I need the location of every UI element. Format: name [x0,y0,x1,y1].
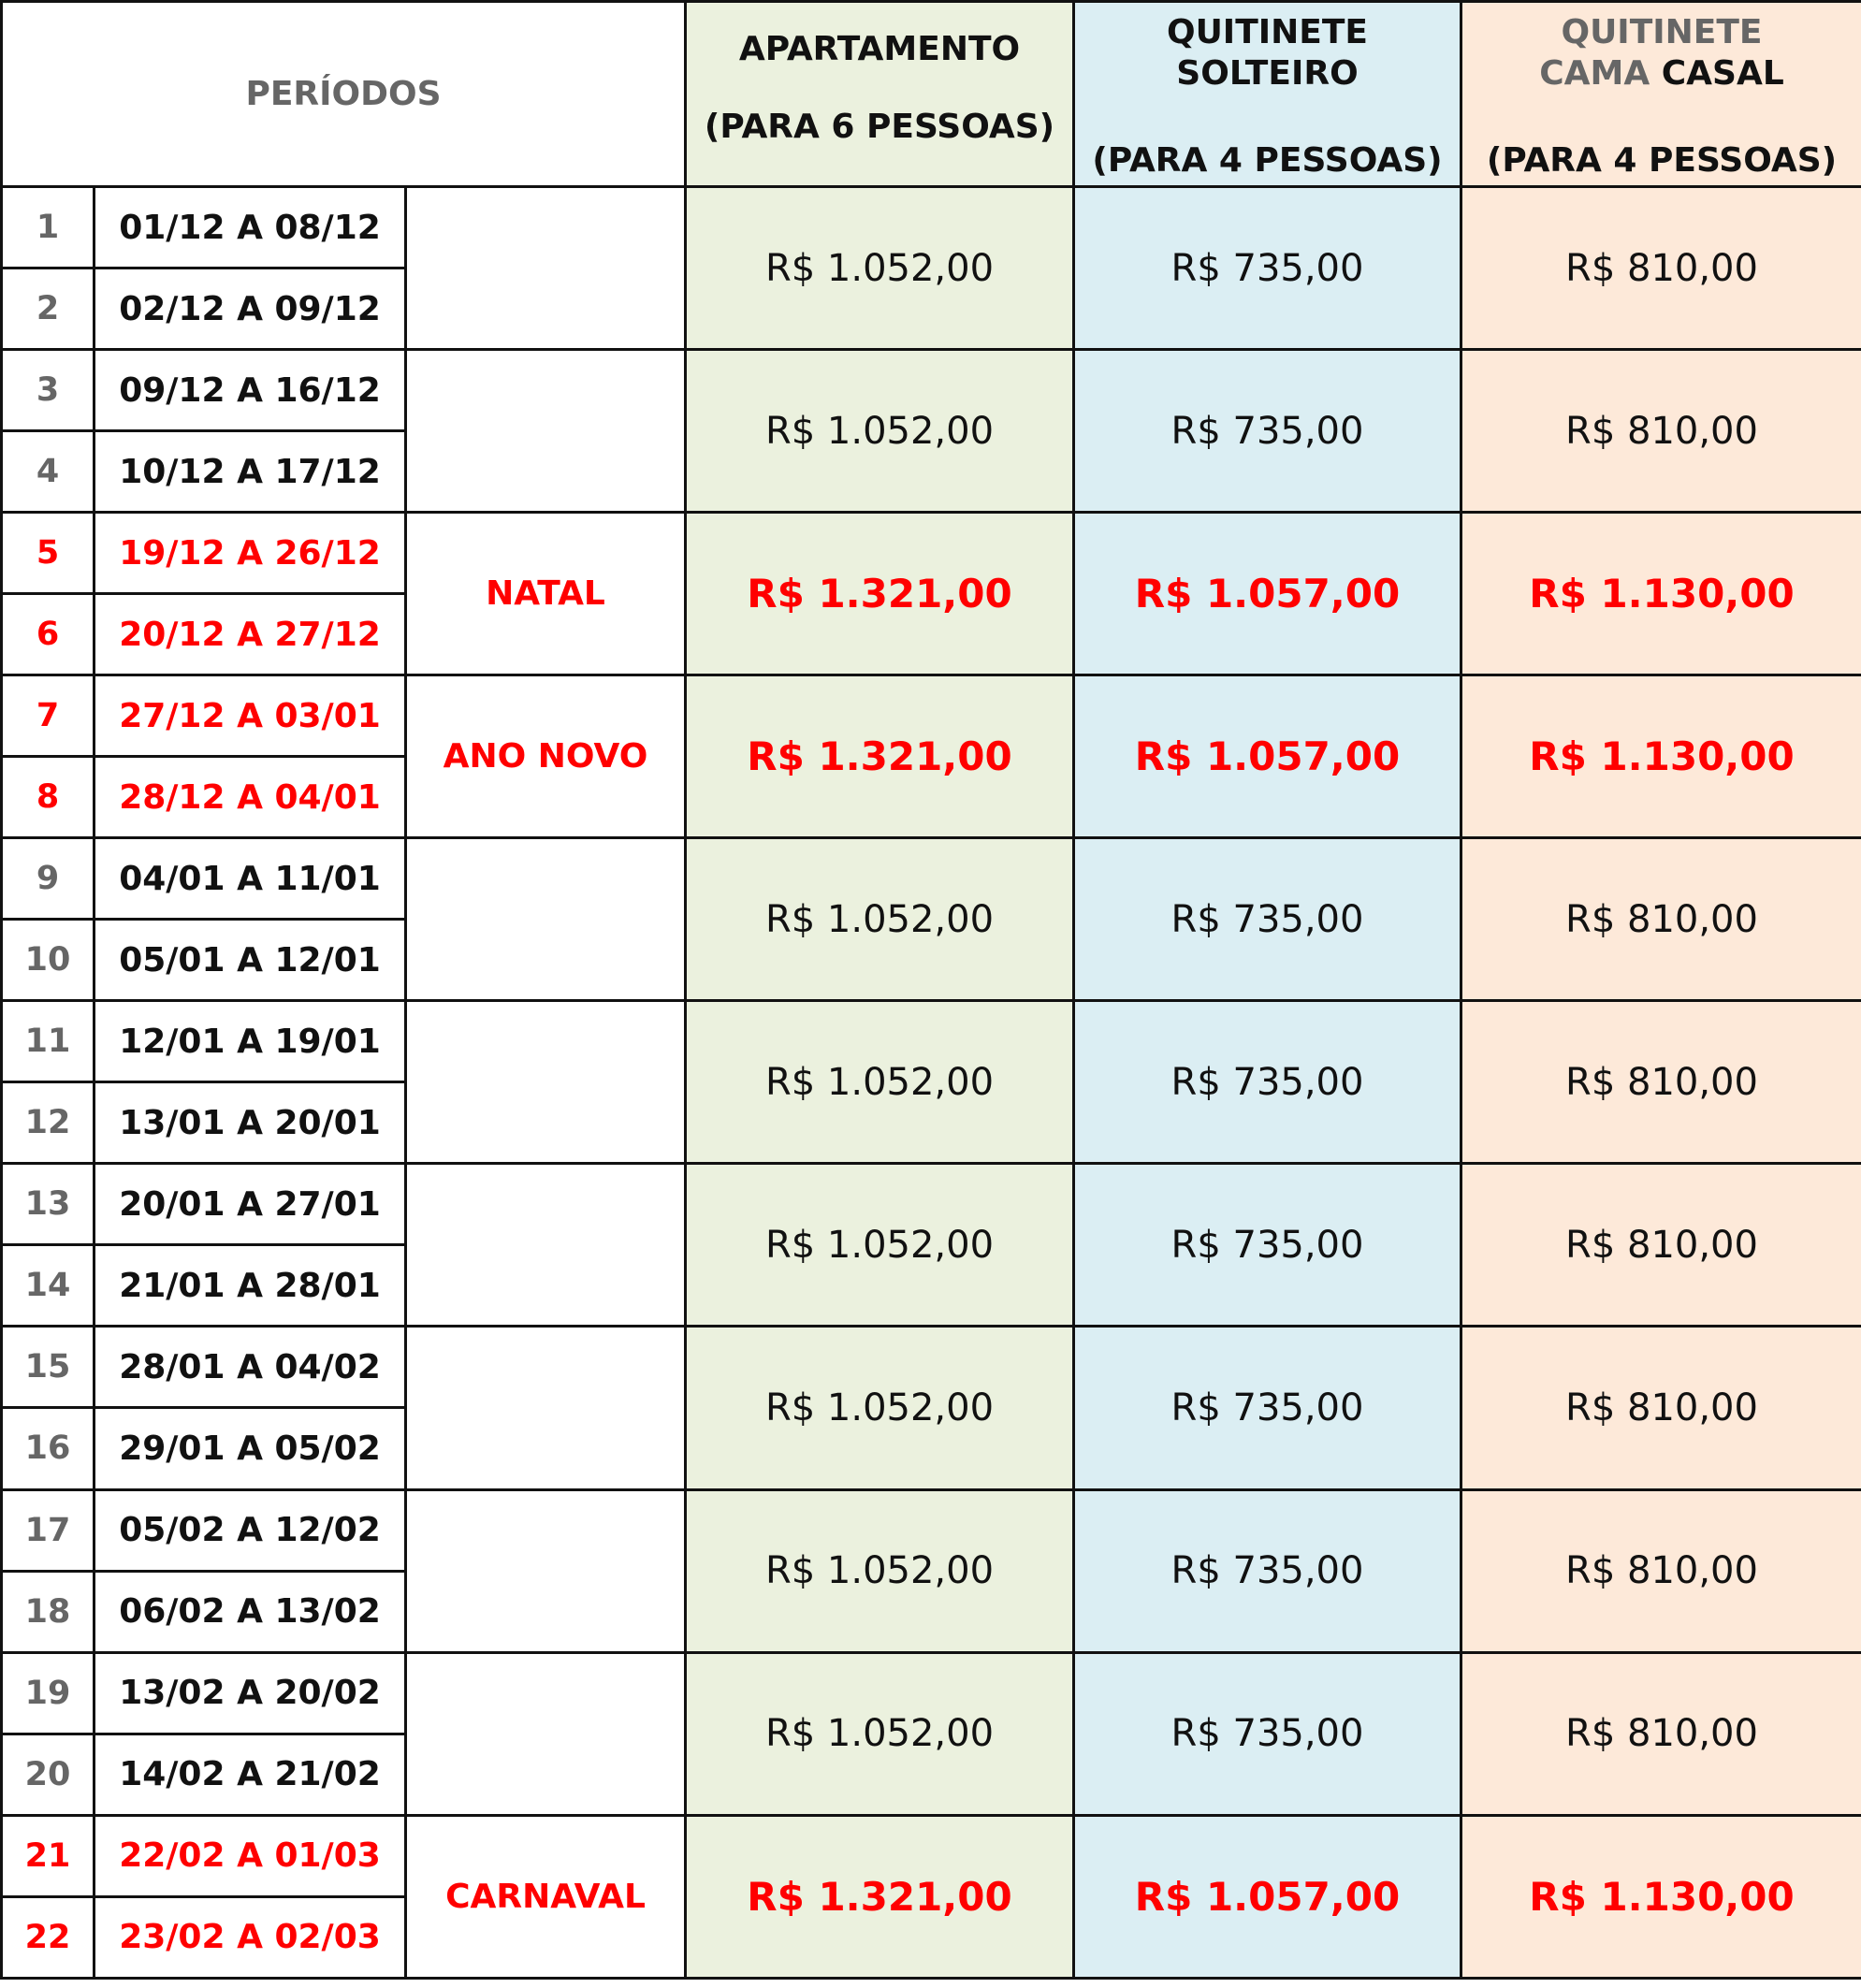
period-label [406,1489,686,1652]
table-row [2,675,1861,757]
period-label [406,1001,686,1164]
period-number: 22 [2,1896,95,1978]
solteiro-title-line2: SOLTEIRO [1176,54,1359,93]
price-solteiro: R$ 735,00 [1074,1652,1461,1815]
solteiro-title-line1: QUITINETE [1166,13,1369,51]
price-solteiro: R$ 1.057,00 [1074,513,1461,675]
period-dates: 20/12 A 27/12 [95,594,406,675]
casal-title-line2 [1462,53,1861,94]
table-row [2,350,1861,431]
period-number: 19 [2,1652,95,1734]
period-number: 15 [2,1327,95,1408]
price-apartamento: R$ 1.052,00 [686,1001,1074,1164]
price-casal: R$ 1.130,00 [1461,1815,1861,1978]
apartamento-title: APARTAMENTO [738,30,1021,68]
table-row [2,1001,1861,1082]
table-body [2,187,1861,1979]
period-dates: 14/02 A 21/02 [95,1734,406,1815]
table-row [2,1164,1861,1245]
price-casal: R$ 810,00 [1461,187,1861,350]
period-dates: 28/01 A 04/02 [95,1327,406,1408]
period-number: 13 [2,1164,95,1245]
price-solteiro: R$ 735,00 [1074,350,1461,513]
period-dates: 01/12 A 08/12 [95,187,406,268]
period-number: 4 [2,431,95,513]
table-row [2,1489,1861,1571]
apartamento-header [686,2,1074,187]
table-row [2,1815,1861,1896]
price-solteiro: R$ 735,00 [1074,187,1461,350]
casal-capacity: (PARA 4 PESSOAS) [1486,141,1838,180]
period-dates: 05/01 A 12/01 [95,920,406,1001]
price-casal: R$ 810,00 [1461,1001,1861,1164]
period-number: 10 [2,920,95,1001]
period-dates: 13/02 A 20/02 [95,1652,406,1734]
price-casal: R$ 1.130,00 [1461,675,1861,838]
periodos-header: PERÍODOS [2,2,686,187]
period-dates: 10/12 A 17/12 [95,431,406,513]
price-casal: R$ 1.130,00 [1461,513,1861,675]
period-label [406,1164,686,1327]
period-number: 11 [2,1001,95,1082]
period-dates: 23/02 A 02/03 [95,1896,406,1978]
price-apartamento: R$ 1.052,00 [686,350,1074,513]
period-number: 3 [2,350,95,431]
period-dates: 06/02 A 13/02 [95,1571,406,1652]
table-row [2,1327,1861,1408]
price-apartamento: R$ 1.052,00 [686,1327,1074,1489]
period-dates: 27/12 A 03/01 [95,675,406,757]
price-apartamento: R$ 1.052,00 [686,1652,1074,1815]
period-dates: 04/01 A 11/01 [95,838,406,920]
period-number: 14 [2,1245,95,1327]
casal-title [1462,12,1861,94]
period-dates: 21/01 A 28/01 [95,1245,406,1327]
price-apartamento: R$ 1.321,00 [686,1815,1074,1978]
period-dates: 20/01 A 27/01 [95,1164,406,1245]
period-number: 1 [2,187,95,268]
price-casal: R$ 810,00 [1461,1652,1861,1815]
period-number: 5 [2,513,95,594]
casal-title-line1: QUITINETE [1561,13,1763,51]
period-number: 7 [2,675,95,757]
casal-header [1461,2,1861,187]
price-casal: R$ 810,00 [1461,1164,1861,1327]
price-apartamento: R$ 1.052,00 [686,838,1074,1001]
price-solteiro: R$ 735,00 [1074,1001,1461,1164]
period-label: ANO NOVO [406,675,686,838]
table-row [2,187,1861,268]
period-label [406,187,686,350]
period-number: 18 [2,1571,95,1652]
period-dates: 12/01 A 19/01 [95,1001,406,1082]
casal-title-cama: CAMA [1539,54,1650,93]
price-casal: R$ 810,00 [1461,350,1861,513]
solteiro-title [1075,12,1460,94]
table-row [2,1652,1861,1734]
period-dates: 02/12 A 09/12 [95,268,406,350]
period-number: 17 [2,1489,95,1571]
apartamento-capacity: (PARA 6 PESSOAS) [704,108,1055,146]
price-apartamento: R$ 1.052,00 [686,1489,1074,1652]
period-number: 2 [2,268,95,350]
period-number: 16 [2,1408,95,1489]
period-dates: 29/01 A 05/02 [95,1408,406,1489]
price-casal: R$ 810,00 [1461,838,1861,1001]
price-casal: R$ 810,00 [1461,1327,1861,1489]
period-label: CARNAVAL [406,1815,686,1978]
price-casal: R$ 810,00 [1461,1489,1861,1652]
period-number: 6 [2,594,95,675]
period-label [406,350,686,513]
period-number: 8 [2,757,95,838]
price-solteiro: R$ 735,00 [1074,1489,1461,1652]
price-solteiro: R$ 735,00 [1074,1164,1461,1327]
casal-title-casal: CASAL [1661,54,1784,93]
price-apartamento: R$ 1.052,00 [686,187,1074,350]
solteiro-capacity: (PARA 4 PESSOAS) [1092,141,1443,180]
period-number: 12 [2,1082,95,1164]
period-dates: 05/02 A 12/02 [95,1489,406,1571]
period-label [406,838,686,1001]
price-apartamento: R$ 1.321,00 [686,513,1074,675]
header-row [2,2,1861,187]
period-dates: 22/02 A 01/03 [95,1815,406,1896]
period-label [406,1652,686,1815]
period-label [406,1327,686,1489]
period-dates: 13/01 A 20/01 [95,1082,406,1164]
period-dates: 19/12 A 26/12 [95,513,406,594]
price-solteiro: R$ 735,00 [1074,1327,1461,1489]
period-number: 20 [2,1734,95,1815]
price-solteiro: R$ 1.057,00 [1074,1815,1461,1978]
table-row [2,513,1861,594]
solteiro-header [1074,2,1461,187]
price-solteiro: R$ 1.057,00 [1074,675,1461,838]
table-row [2,838,1861,920]
period-number: 21 [2,1815,95,1896]
period-dates: 09/12 A 16/12 [95,350,406,431]
period-number: 9 [2,838,95,920]
price-solteiro: R$ 735,00 [1074,838,1461,1001]
period-dates: 28/12 A 04/01 [95,757,406,838]
price-apartamento: R$ 1.321,00 [686,675,1074,838]
price-apartamento: R$ 1.052,00 [686,1164,1074,1327]
period-label: NATAL [406,513,686,675]
